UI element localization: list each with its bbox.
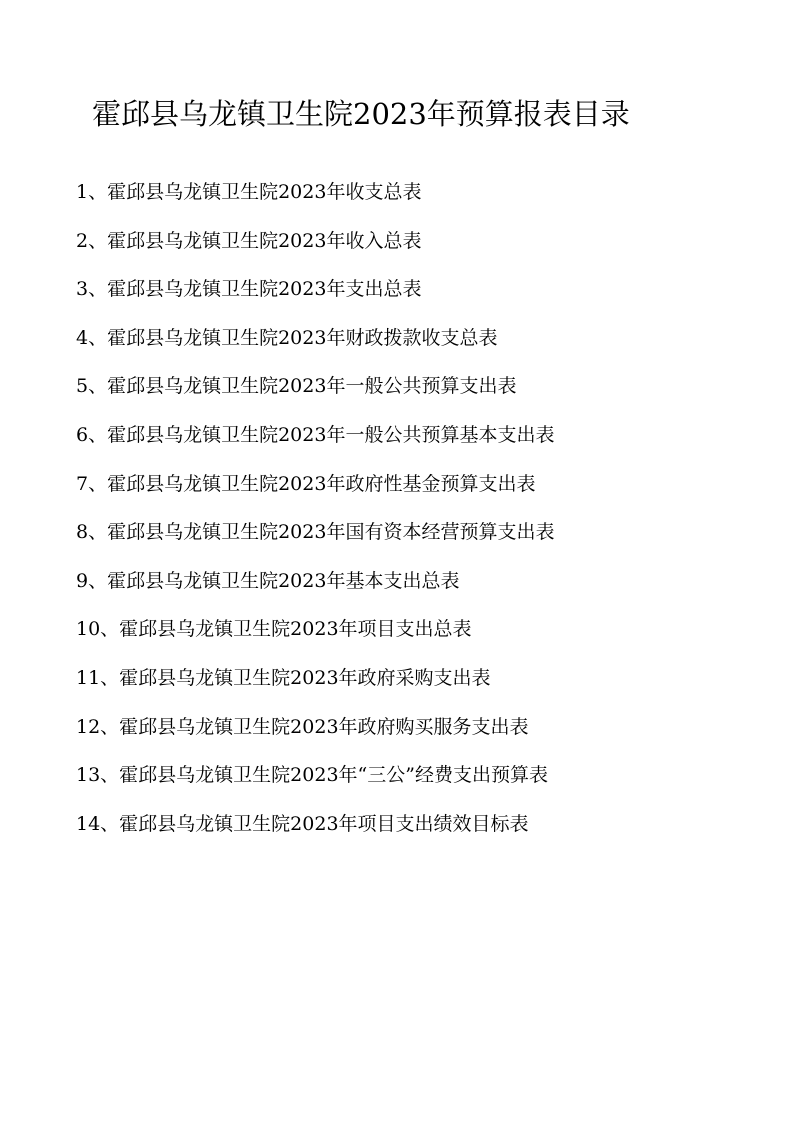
toc-item-9: 9、霍邱县乌龙镇卫生院2023年基本支出总表 xyxy=(76,569,460,592)
toc-item-1: 1、霍邱县乌龙镇卫生院2023年收支总表 xyxy=(76,181,422,203)
toc-item-11: 11、霍邱县乌龙镇卫生院2023年政府采购支出表 xyxy=(76,666,491,689)
toc-item-14: 14、霍邱县乌龙镇卫生院2023年项目支出绩效目标表 xyxy=(76,812,529,835)
toc-item-2: 2、霍邱县乌龙镇卫生院2023年收入总表 xyxy=(76,229,422,252)
toc-item-8: 8、霍邱县乌龙镇卫生院2023年国有资本经营预算支出表 xyxy=(76,521,555,544)
toc-item-7: 7、霍邱县乌龙镇卫生院2023年政府性基金预算支出表 xyxy=(76,472,536,495)
toc-item-10: 10、霍邱县乌龙镇卫生院2023年项目支出总表 xyxy=(76,618,472,641)
toc-item-6: 6、霍邱县乌龙镇卫生院2023年一般公共预算基本支出表 xyxy=(76,423,555,446)
table-of-contents xyxy=(76,172,554,852)
toc-item-12: 12、霍邱县乌龙镇卫生院2023年政府购买服务支出表 xyxy=(76,715,529,738)
document-title: 霍邱县乌龙镇卫生院2023年预算报表目录 xyxy=(92,97,630,131)
toc-item-5: 5、霍邱县乌龙镇卫生院2023年一般公共预算支出表 xyxy=(76,375,517,398)
toc-item-4: 4、霍邱县乌龙镇卫生院2023年财政拨款收支总表 xyxy=(76,326,498,349)
toc-item-13: 13、霍邱县乌龙镇卫生院2023年“三公”经费支出预算表 xyxy=(76,764,548,787)
toc-item-3: 3、霍邱县乌龙镇卫生院2023年支出总表 xyxy=(76,278,422,301)
